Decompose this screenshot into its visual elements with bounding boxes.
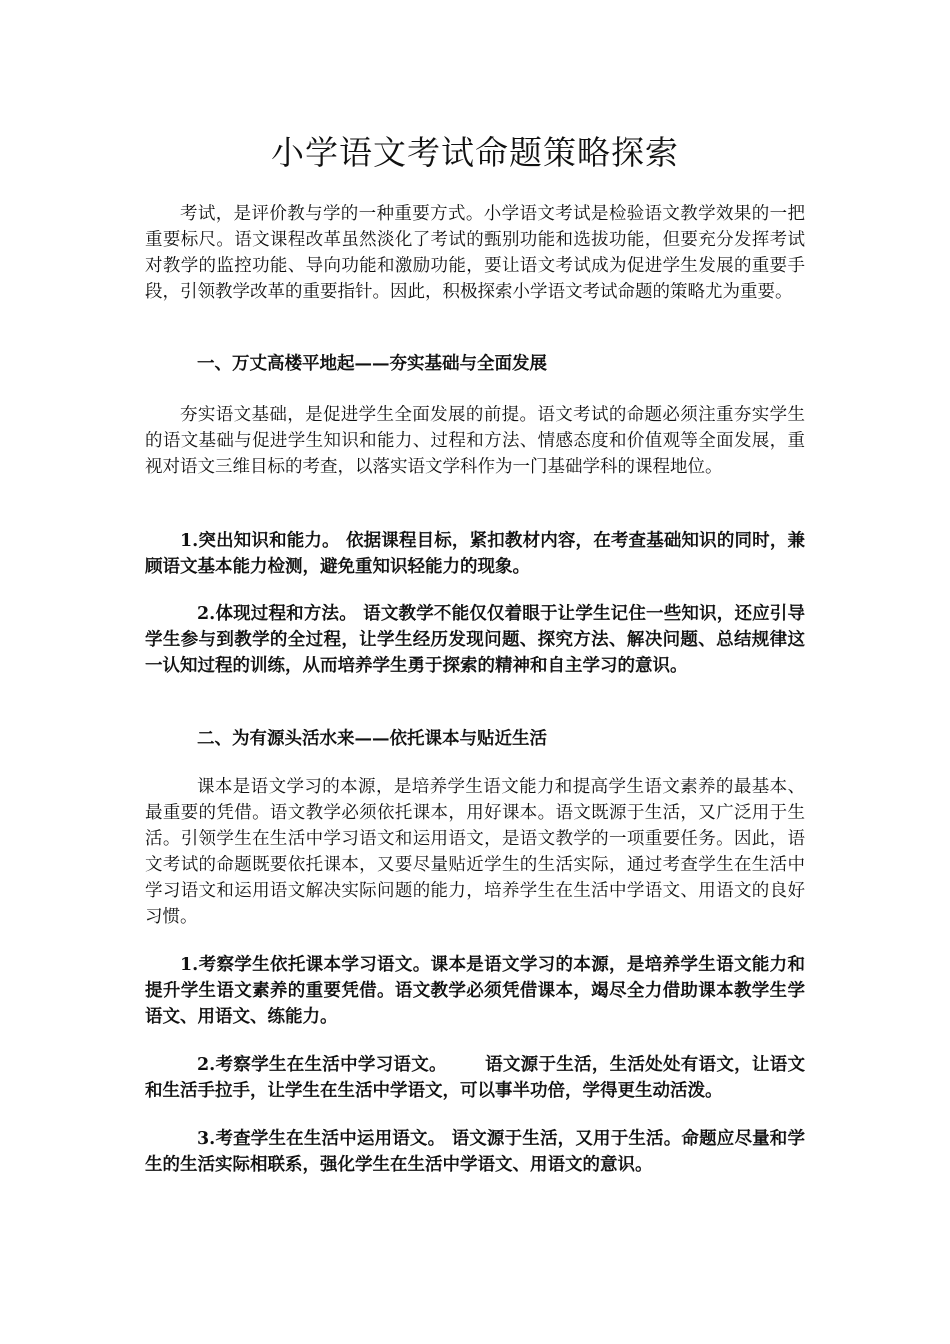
section-1-item-2-text: 语文教学不能仅仅着眼于让学生记住一些知识，还应引导学生参与到教学的全过程，让学生经历发现问题、探究方法、解决问题、总结规律这一认知过程的训练，从而培养学生勇于探索的精神和自主学习的意识。 xyxy=(145,604,805,676)
section-2-item-3 xyxy=(145,1126,805,1178)
section-2-item-3-lead: 3.考查学生在生活中运用语文。 xyxy=(197,1129,446,1149)
section-2-item-2 xyxy=(145,1052,805,1104)
section-2-body: 课本是语文学习的本源，是培养学生语文能力和提高学生语文素养的最基本、最重要的凭借。语文教学必须依托课本，用好课本。语文既源于生活，又广泛用于生活。引领学生在生活中学习语文和运用语文，是语文教学的一项重要任务。因此，语文考试的命题既要依托课本，又要尽量贴近学生的生活实际，通过考查学生在生活中学习语文和运用语文解决实际问题的能力，培养学生在生活中学语文、用语文的良好习惯。 xyxy=(145,777,805,927)
section-2-item-2-lead: 2.考察学生在生活中学习语文。 xyxy=(197,1055,447,1075)
section-2-heading: 二、为有源头活水来——依托课本与贴近生活 xyxy=(197,729,547,749)
section-2-item-1-lead: 1.考察学生依托课本学习语文。 xyxy=(180,955,431,975)
intro-paragraph: 考试，是评价教与学的一种重要方式。小学语文考试是检验语文教学效果的一把重要标尺。语文课程改革虽然淡化了考试的甄别功能和选拔功能，但要充分发挥考试对教学的监控功能、导向功能和激励功能，要让语文考试成为促进学生发展的重要手段，引领教学改革的重要指针。因此，积极探索小学语文考试命题的策略尤为重要。 xyxy=(145,204,805,302)
section-1-body: 夯实语文基础，是促进学生全面发展的前提。语文考试的命题必须注重夯实学生的语文基础与促进学生知识和能力、过程和方法、情感态度和价值观等全面发展，重视对语文三维目标的考查，以落实语文学科作为一门基础学科的课程地位。 xyxy=(145,405,805,477)
document-title: 小学语文考试命题策略探索 xyxy=(271,133,679,172)
section-1-item-2 xyxy=(145,601,805,679)
section-1-item-1-text: 依据课程目标，紧扣教材内容，在考查基础知识的同时，兼顾语文基本能力检测，避免重知识轻能力的现象。 xyxy=(145,531,805,577)
section-2-item-1 xyxy=(145,952,805,1030)
section-1-item-1 xyxy=(145,528,805,580)
section-2-item-3-text: 语文源于生活，又用于生活。命题应尽量和学生的生活实际相联系，强化学生在生活中学语文、用语文的意识。 xyxy=(145,1129,805,1175)
section-2-item-1-text: 课本是语文学习的本源，是培养学生语文能力和提升学生语文素养的重要凭借。语文教学必须凭借课本，竭尽全力借助课本教学生学语文、用语文、练能力。 xyxy=(145,955,805,1027)
section-1-item-2-lead: 2.体现过程和方法。 xyxy=(197,604,357,624)
section-1-heading: 一、万丈高楼平地起——夯实基础与全面发展 xyxy=(197,354,547,374)
section-1-item-1-lead: 1.突出知识和能力。 xyxy=(180,531,340,551)
section-2-item-2-text: 语文源于生活，生活处处有语文，让语文和生活手拉手，让学生在生活中学语文，可以事半功倍，学得更生动活泼。 xyxy=(145,1055,805,1101)
